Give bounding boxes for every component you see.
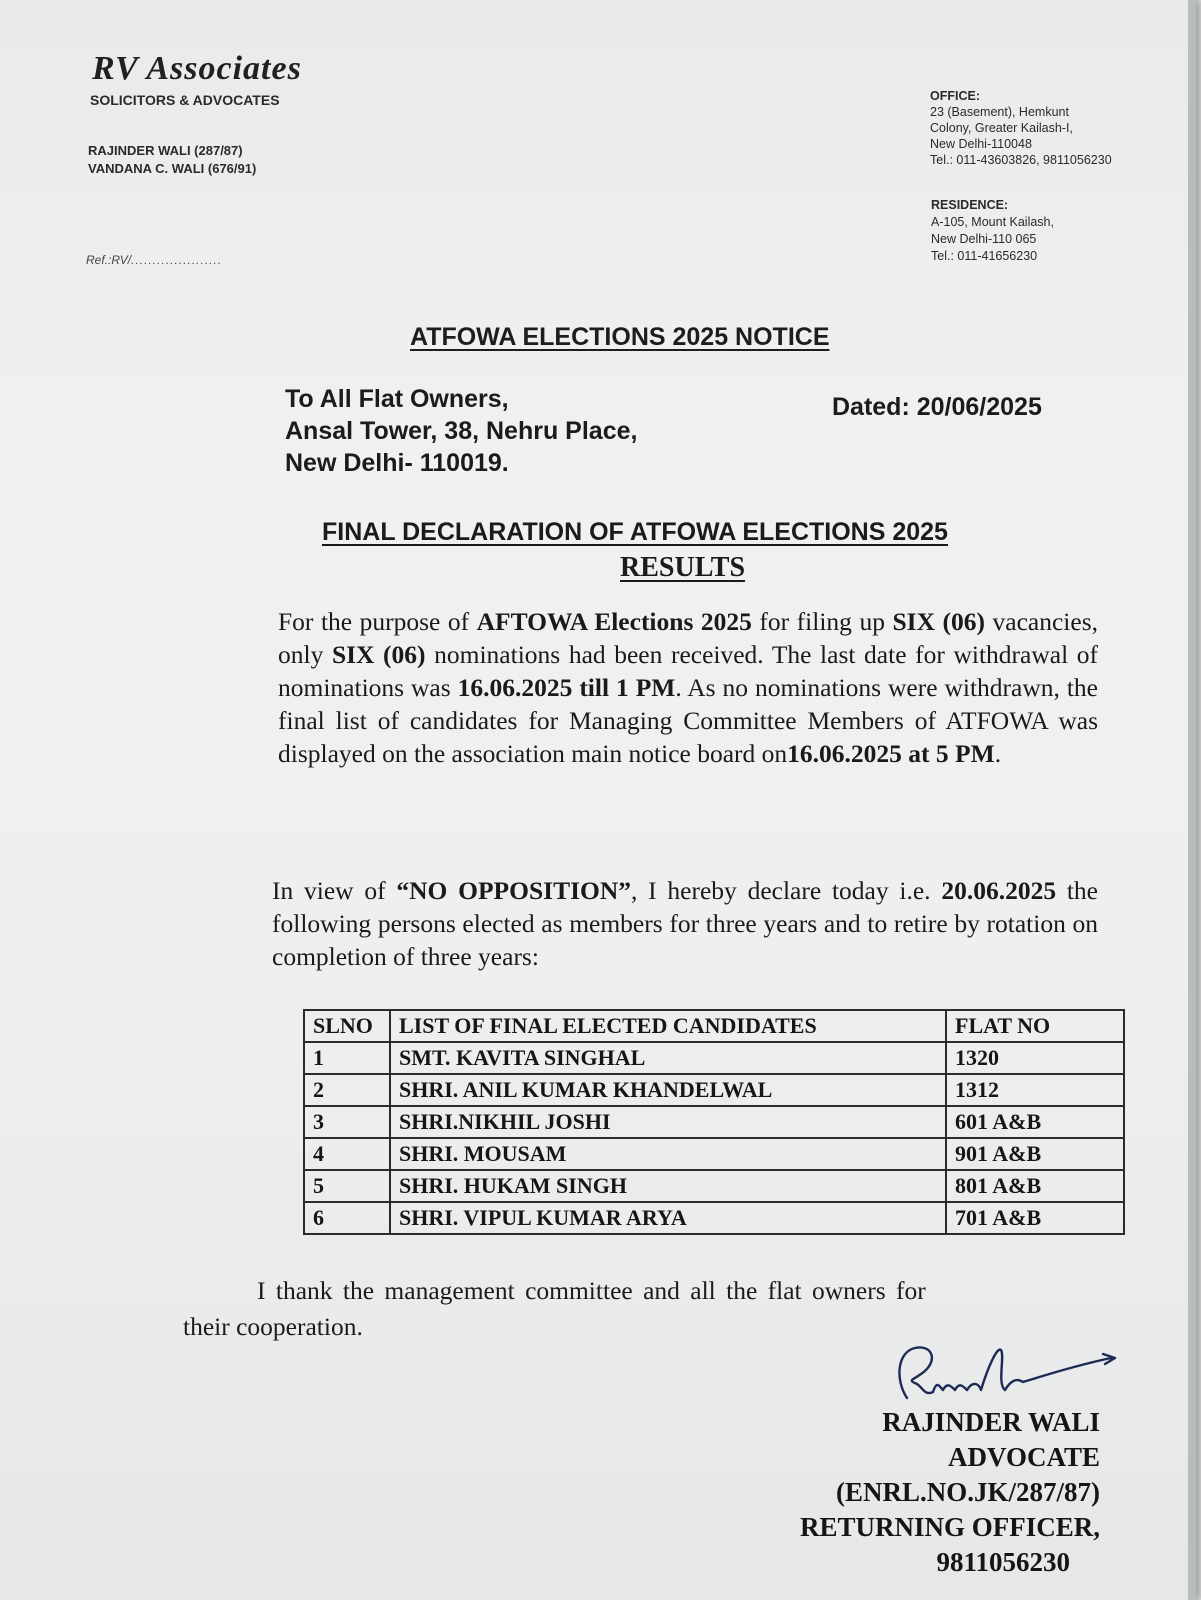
table-row (304, 1138, 1124, 1170)
cell-flat-no: 1320 (946, 1042, 1124, 1074)
para-bold: 20.06.2025 (941, 876, 1057, 905)
signatory-title: ADVOCATE (948, 1442, 1100, 1472)
cell-flat-no: 901 A&B (946, 1138, 1124, 1170)
elected-candidates-table (303, 1009, 1125, 1235)
header-flat-no: FLAT NO (946, 1010, 1124, 1042)
cell-slno: 1 (304, 1042, 390, 1074)
firm-subtitle: SOLICITORS & ADVOCATES (90, 92, 280, 108)
para-text: , I hereby declare today i.e. (631, 876, 942, 905)
para-bold: SIX (06) (331, 640, 426, 669)
residence-phone: Tel.: 011-41656230 (931, 249, 1038, 263)
addressee-line: To All Flat Owners, (285, 385, 509, 413)
paragraph-declaration (272, 874, 1098, 973)
signatory-name: RAJINDER WALI (882, 1407, 1100, 1437)
para-text: . As no nominations were withdrawn, the final list of candidates for Managing Committee Members of ATFOWA was displayed on the association main notice board on (278, 673, 1098, 768)
cell-candidate: SMT. KAVITA SINGHAL (390, 1042, 946, 1074)
cell-slno: 5 (304, 1170, 390, 1202)
para-text: In view of (272, 876, 397, 905)
signatory-enrollment: (ENRL.NO.JK/287/87) (835, 1477, 1100, 1507)
cell-flat-no: 601 A&B (946, 1106, 1124, 1138)
table-row (304, 1106, 1124, 1138)
lawyer-2: VANDANA C. WALI (676/91) (88, 161, 257, 176)
table-row (304, 1074, 1124, 1106)
closing-line: their cooperation. (183, 1312, 363, 1341)
para-bold: 16.06.2025 at 5 PM (787, 739, 995, 768)
para-text: for filing up (751, 607, 893, 636)
residence-address (931, 197, 1054, 265)
table-row (304, 1170, 1124, 1202)
office-address (930, 88, 1112, 168)
residence-line: New Delhi-110 065 (931, 232, 1037, 246)
cell-candidate: SHRI. HUKAM SINGH (390, 1170, 946, 1202)
para-bold: AFTOWA Elections 2025 (476, 607, 752, 636)
closing-line: I thank the management committee and all the flat owners for (257, 1276, 926, 1305)
signatory-role: RETURNING OFFICER, (799, 1512, 1100, 1542)
para-text: . (994, 739, 1002, 768)
office-phone: Tel.: 011-43603826, 9811056230 (930, 153, 1112, 167)
para-text: the following persons elected as members for three years and to retire by rotation on completion of three years: (272, 876, 1098, 971)
office-line: New Delhi-110048 (930, 137, 1032, 151)
header-candidates: LIST OF FINAL ELECTED CANDIDATES (390, 1010, 946, 1042)
cell-flat-no: 801 A&B (946, 1170, 1124, 1202)
notice-date: Dated: 20/06/2025 (832, 393, 1042, 421)
addressee-line: New Delhi- 110019. (285, 449, 509, 477)
residence-heading: RESIDENCE: (931, 198, 1009, 212)
para-bold: 16.06.2025 till 1 PM (457, 673, 676, 702)
cell-candidate: SHRI.NIKHIL JOSHI (390, 1106, 946, 1138)
table-row (304, 1042, 1124, 1074)
para-text: vacancies, only (278, 607, 1098, 669)
firm-name: RV Associates (92, 50, 302, 87)
residence-line: A-105, Mount Kailash, (931, 215, 1054, 229)
notice-title: ATFOWA ELECTIONS 2025 NOTICE (410, 323, 830, 351)
reference-label: Ref.:RV/ (86, 253, 132, 267)
signatory-phone: 9811056230 (936, 1547, 1070, 1577)
closing-paragraph (183, 1273, 1103, 1345)
signatory-block (800, 1405, 1100, 1580)
cell-slno: 4 (304, 1138, 390, 1170)
office-line: 23 (Basement), Hemkunt (930, 105, 1069, 119)
cell-slno: 3 (304, 1106, 390, 1138)
office-heading: OFFICE: (930, 89, 980, 103)
paragraph-nominations (278, 605, 1098, 770)
results-heading: RESULTS (620, 552, 746, 583)
table-row (304, 1202, 1124, 1234)
table-header-row (304, 1010, 1124, 1042)
cell-flat-no: 701 A&B (946, 1202, 1124, 1234)
para-bold: “NO OPPOSITION” (396, 876, 632, 905)
cell-candidate: SHRI. ANIL KUMAR KHANDELWAL (390, 1074, 946, 1106)
para-text: For the purpose of (278, 607, 477, 636)
cell-slno: 6 (304, 1202, 390, 1234)
declaration-heading: FINAL DECLARATION OF ATFOWA ELECTIONS 2025 (322, 518, 948, 546)
cell-flat-no: 1312 (946, 1074, 1124, 1106)
addressee-block (285, 383, 637, 479)
para-text: nominations had been received. The last date for withdrawal of nominations was (278, 640, 1098, 702)
header-slno: SLNO (304, 1010, 390, 1042)
cell-candidate: SHRI. VIPUL KUMAR ARYA (390, 1202, 946, 1234)
office-line: Colony, Greater Kailash-I, (930, 121, 1073, 135)
cell-slno: 2 (304, 1074, 390, 1106)
addressee-line: Ansal Tower, 38, Nehru Place, (285, 417, 638, 445)
lawyer-1: RAJINDER WALI (287/87) (88, 143, 243, 158)
page-edge-shadow (1188, 0, 1196, 1600)
cell-candidate: SHRI. MOUSAM (390, 1138, 946, 1170)
lawyer-names (88, 142, 256, 178)
reference-line: Ref.:RV/..................... (86, 253, 223, 267)
para-bold: SIX (06) (892, 607, 985, 636)
